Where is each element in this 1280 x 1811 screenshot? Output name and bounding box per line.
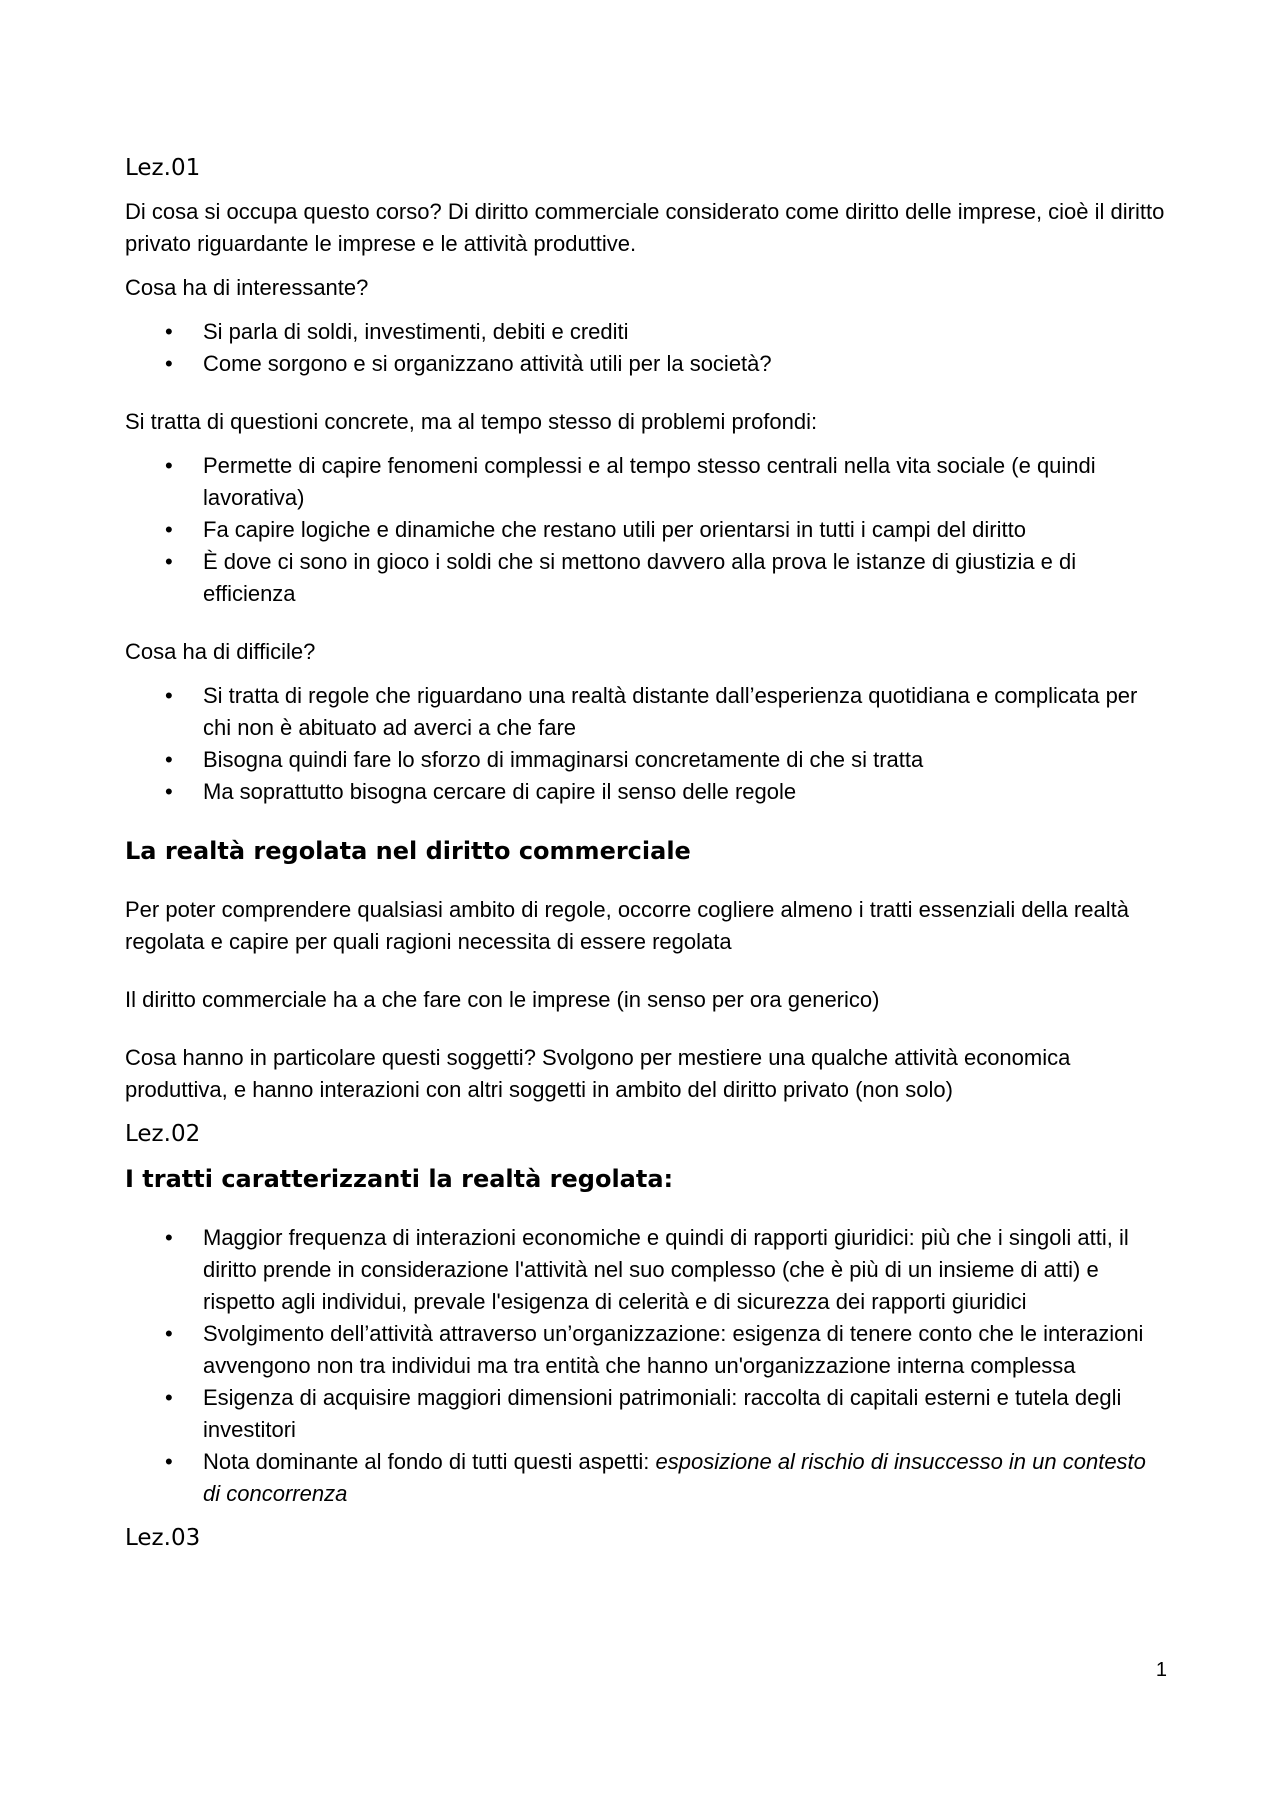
paragraph-imprese: Il diritto commerciale ha a che fare con le imprese (in senso per ora generico): [125, 987, 880, 1012]
traits-list: [125, 1222, 1165, 1510]
interesting-list: [125, 316, 1165, 380]
list-item: • Esigenza di acquisire maggiori dimensioni patrimoniali: raccolta di capitali esterni e tutela degli investitori: [203, 1382, 1165, 1446]
list-item: • Si parla di soldi, investimenti, debiti e crediti: [203, 316, 1165, 348]
list-item: • Si tratta di regole che riguardano una realtà distante dall’esperienza quotidiana e complicata per chi non è abituato ad averci a che fare: [203, 680, 1165, 744]
list-item: • Maggior frequenza di interazioni economiche e quindi di rapporti giuridici: più che i singoli atti, il diritto prende in considerazione l'attività nel suo complesso (che è più di un insieme di atti) e rispetto agli individui, prevale l'esigenza di celerità e di sicurezza dei rapporti giuridici: [203, 1222, 1165, 1318]
paragraph-soggetti: Cosa hanno in particolare questi soggetti? Svolgono per mestiere una qualche attività economica produttiva, e hanno interazioni con altri soggetti in ambito del diritto privato (non solo): [125, 1045, 1071, 1102]
section-heading-realta: La realtà regolata nel diritto commerciale: [125, 837, 691, 865]
list-item: • Come sorgono e si organizzano attività utili per la società?: [203, 348, 1165, 380]
last-trait-italic: esposizione al rischio di insuccesso in un contesto di concorrenza: [203, 1449, 1146, 1506]
interesting-question: Cosa ha di interessante?: [125, 275, 369, 300]
lesson-label-01: Lez.01: [125, 155, 201, 181]
intro-paragraph: Di cosa si occupa questo corso? Di diritto commerciale considerato come diritto delle imprese, cioè il diritto privato riguardante le imprese e le attività produttive.: [125, 199, 1165, 256]
section-heading-tratti: I tratti caratterizzanti la realtà regolata:: [125, 1165, 674, 1193]
lesson-label-03: Lez.03: [125, 1525, 201, 1551]
lesson-label-02: Lez.02: [125, 1121, 201, 1147]
list-item: • Permette di capire fenomeni complessi e al tempo stesso centrali nella vita sociale (e quindi lavorativa): [203, 450, 1165, 514]
list-item: • È dove ci sono in gioco i soldi che si mettono davvero alla prova le istanze di giustizia e di efficienza: [203, 546, 1165, 610]
list-item: • Bisogna quindi fare lo sforzo di immaginarsi concretamente di che si tratta: [203, 744, 1165, 776]
concrete-paragraph: Si tratta di questioni concrete, ma al tempo stesso di problemi profondi:: [125, 409, 818, 434]
list-item: • Svolgimento dell’attività attraverso un’organizzazione: esigenza di tenere conto che le interazioni avvengono non tra individui ma tra entità che hanno un'organizzazione interna complessa: [203, 1318, 1165, 1382]
difficult-question: Cosa ha di difficile?: [125, 639, 316, 664]
concrete-list: [125, 450, 1165, 610]
list-item: • Fa capire logiche e dinamiche che restano utili per orientarsi in tutti i campi del diritto: [203, 514, 1165, 546]
paragraph-regole: Per poter comprendere qualsiasi ambito di regole, occorre cogliere almeno i tratti essenziali della realtà regolata e capire per quali ragioni necessita di essere regolata: [125, 897, 1129, 954]
page-number: 1: [1155, 1659, 1167, 1681]
difficult-list: [125, 680, 1165, 808]
list-item-last-trait: [203, 1446, 1165, 1510]
last-trait-prefix: Nota dominante al fondo di tutti questi aspetti:: [203, 1449, 656, 1474]
list-item: • Ma soprattutto bisogna cercare di capire il senso delle regole: [203, 776, 1165, 808]
page-content: [125, 152, 1165, 1554]
